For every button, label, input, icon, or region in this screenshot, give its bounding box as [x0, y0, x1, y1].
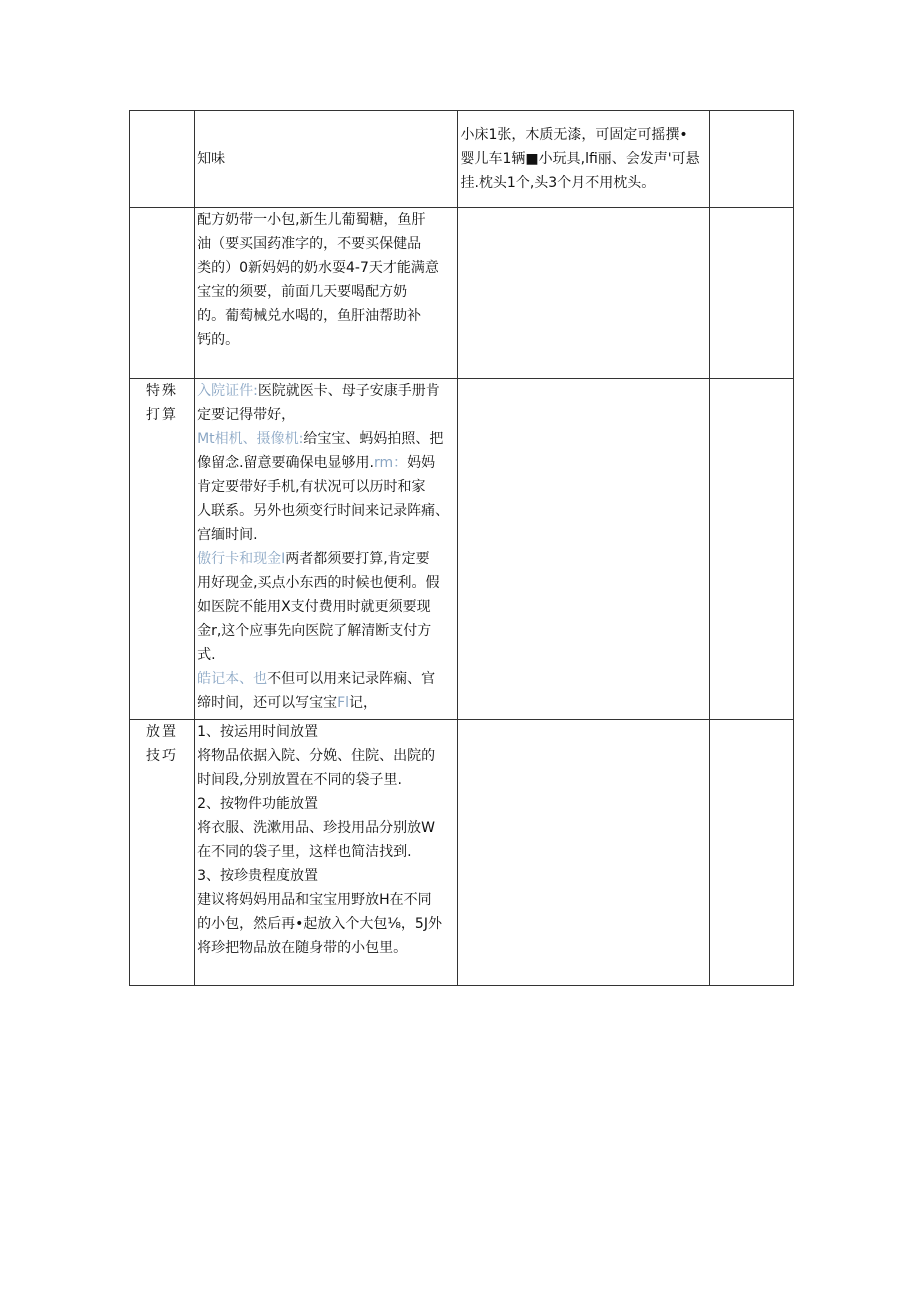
text-line: 在不同的袋子里，这样也简洁找到. [197, 844, 412, 860]
table-cell-empty [709, 720, 793, 986]
table-cell-content [195, 111, 458, 208]
text-line: 宝宝的须要，前面几天要喝配方奶 [197, 284, 408, 300]
text-line: 挂.枕头1个,头3个月不用枕头。 [460, 175, 656, 191]
item-text: 两者都须要打算,肯定要 [285, 551, 430, 567]
section-label-packing-tips [130, 720, 195, 986]
text-line: 钙的。 [197, 332, 240, 348]
item-heading: 皓记本、也 [197, 671, 268, 687]
text-line [197, 547, 455, 571]
text-line: 肯定要带好手机,有状况可以历时和家 [197, 479, 426, 495]
cell-text [195, 720, 457, 960]
table-row [130, 379, 794, 720]
text-line: 油（要买国药准字的，不要买保健品 [197, 236, 422, 252]
text-line: 类的）0新妈妈的奶水耍4-7天才能满意 [197, 260, 439, 276]
item-heading: 傲行卡和现金I [197, 551, 286, 567]
table-cell-empty [709, 379, 793, 720]
table-cell-empty [458, 208, 709, 379]
item-text: 记， [349, 695, 378, 711]
item-text: 妈妈 [407, 455, 436, 471]
label-line: 打算 [146, 407, 179, 423]
text-line: 金r,这个应事先向医院了解清断支付方 [197, 623, 432, 639]
item-muted-text: rm： [374, 455, 408, 471]
item-text: 不但可以用来记录阵痫、官 [267, 671, 436, 687]
cell-text: 知味 [197, 151, 226, 167]
item-heading: 入院证件: [197, 383, 258, 399]
text-line: 将物品依据入院、分娩、住院、出院的 [197, 748, 436, 764]
table-cell-label [130, 208, 195, 379]
label-line: 技巧 [146, 748, 179, 764]
text-line: 式. [197, 647, 216, 663]
text-line: 2、按物件功能放置 [197, 796, 319, 812]
text-line [197, 379, 455, 403]
item-heading: Mt相机、摄像机: [197, 431, 304, 447]
text-line: 时间段,分别放置在不同的袋子里. [197, 772, 402, 788]
label-line: 特殊 [146, 383, 179, 399]
cell-text [458, 123, 708, 195]
text-line: 将珍把物品放在随身带的小包里。 [197, 940, 408, 956]
item-text: 缔时间，还可以写宝宝 [197, 695, 338, 711]
cell-text [195, 379, 457, 715]
item-text: 像留念.留意要确保电显够用. [197, 455, 374, 471]
text-line: 将衣服、洗漱用品、珍投用品分别放W [197, 820, 435, 836]
text-line: 建议将妈妈用品和宝宝用野放H在不同 [197, 892, 432, 908]
text-line: 的小包，然后再•起放入个大包⅛，5J外 [197, 916, 442, 932]
table-cell-empty [458, 720, 709, 986]
table-row [130, 111, 794, 208]
text-line [197, 691, 455, 715]
text-line: 如医院不能用X支付费用时就更须要现 [197, 599, 431, 615]
table-cell-content [195, 720, 458, 986]
table-row [130, 208, 794, 379]
checklist-table [129, 110, 794, 986]
cell-text [195, 208, 457, 352]
text-line [197, 451, 455, 475]
text-line: 婴儿车1辆■小玩具,lfi丽、会发声'可悬 [460, 151, 700, 167]
item-muted-text: Fl [337, 695, 350, 711]
table-cell-empty [709, 208, 793, 379]
text-line: 用好现金,买点小东西的时候也便利。假 [197, 575, 440, 591]
label-line: 放置 [146, 724, 179, 740]
text-line: 3、按珍贵程度放置 [197, 868, 319, 884]
text-line: 小床1张，木质无漆，可固定可摇撰• [460, 127, 688, 143]
table-cell-content [195, 379, 458, 720]
table-cell-content [195, 208, 458, 379]
table-cell-label [130, 111, 195, 208]
text-line: 的。葡萄械兑水喝的，鱼肝油帮助补 [197, 308, 422, 324]
text-line: 1、按运用时间放置 [197, 724, 319, 740]
table-row [130, 720, 794, 986]
text-line: 宫缅时间. [197, 527, 258, 543]
text-line: 定要记得带好， [197, 407, 296, 423]
text-line [197, 667, 455, 691]
table-cell-content [458, 111, 709, 208]
item-text: 给宝宝、蚂妈拍照、把 [303, 431, 444, 447]
item-text: 医院就医卡、母子安康手册肯 [257, 383, 440, 399]
text-line: 配方奶带一小包,新生儿葡蜀糖，鱼肝 [197, 212, 426, 228]
table-cell-empty [709, 111, 793, 208]
section-label-special-prep [130, 379, 195, 720]
text-line: 人联系。另外也须变行时间来记录阵痛、 [197, 503, 450, 519]
text-line [197, 427, 455, 451]
table-cell-empty [458, 379, 709, 720]
